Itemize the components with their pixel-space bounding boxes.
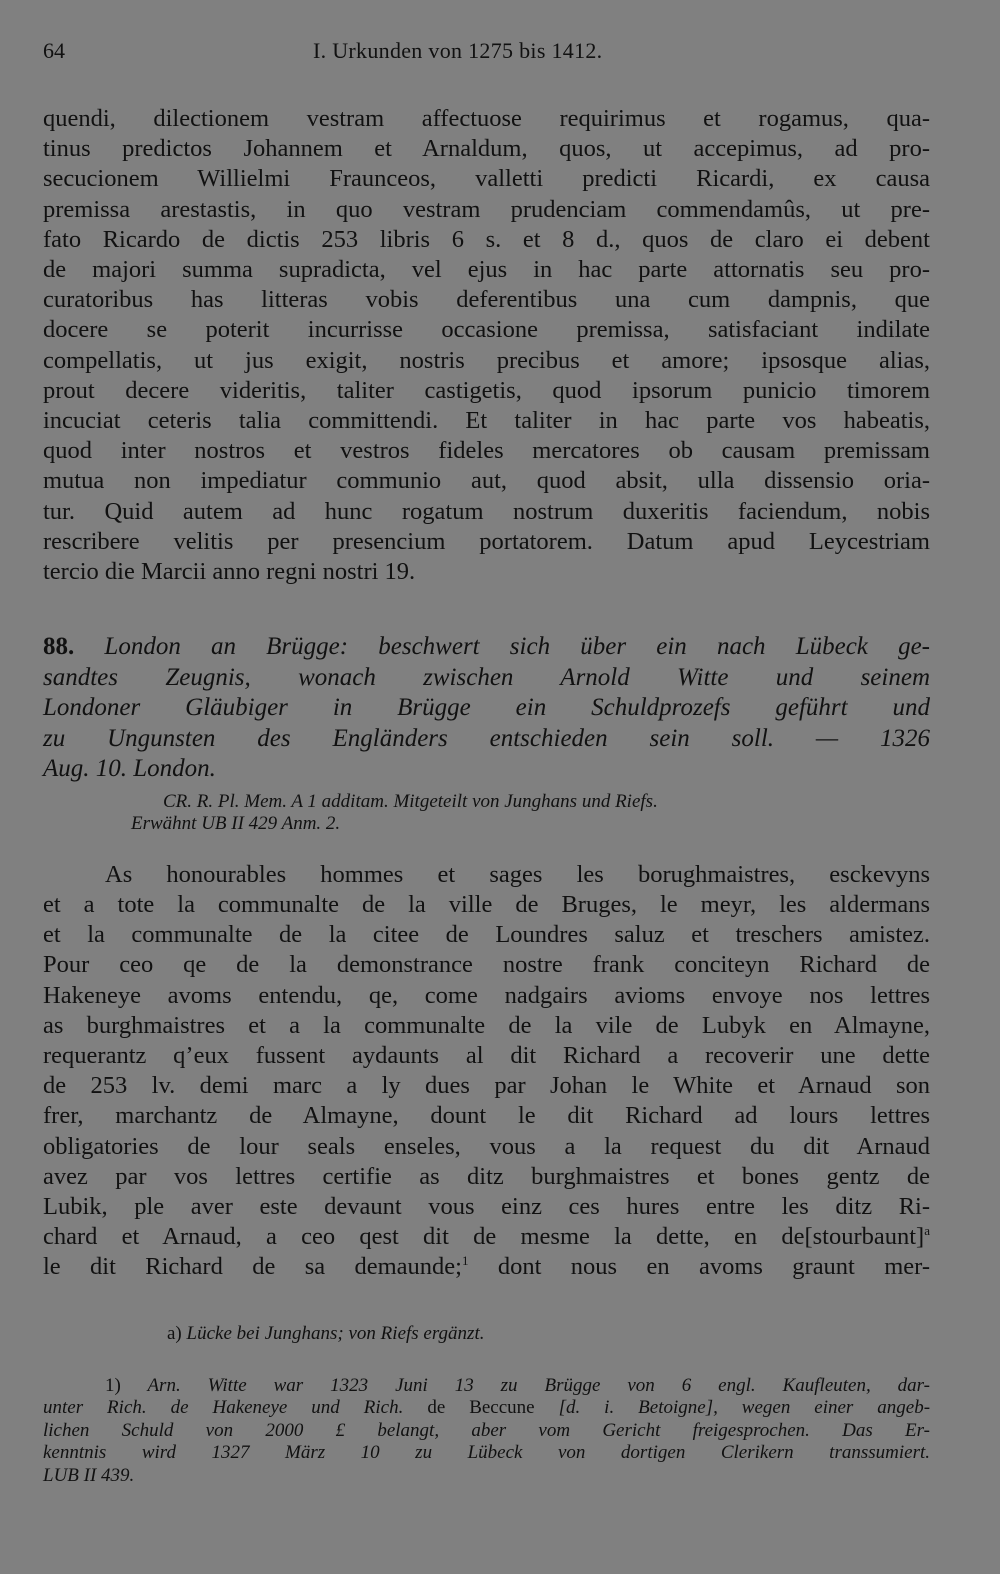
- text-line: et la communalte de la citee de Loundres saluz et treschers amistez.: [43, 921, 930, 949]
- footnote-line: lichen Schuld von 2000 £ belangt, aber vom Gericht freigesprochen. Das Er-: [43, 1419, 930, 1441]
- text-line: frer, marchantz de Almayne, dount le dit Richard ad lours lettres: [43, 1102, 930, 1130]
- document-number: 88.: [43, 633, 75, 661]
- footnote-line: kenntnis wird 1327 März 10 zu Lübeck von dortigen Clerikern transsumiert.: [43, 1442, 930, 1464]
- footnote-line: [43, 1397, 930, 1420]
- heading-line: Londoner Gläubiger in Brügge ein Schuldprozefs geführt und: [43, 694, 930, 722]
- heading-line: sandtes Zeugnis, wonach zwischen Arnold Witte und seinem: [43, 663, 930, 691]
- heading-line: zu Ungunsten des Engländers entschieden sein soll. — 1326: [43, 724, 930, 752]
- text-line: [43, 1252, 930, 1282]
- text-line: fato Ricardo de dictis 253 libris 6 s. et 8 d., quos de claro ei debent: [43, 225, 930, 253]
- text-line: de 253 lv. demi marc a ly dues par Johan le White et Arnaud son: [43, 1072, 930, 1100]
- text-line: secucionem Willielmi Fraunceos, valletti predicti Ricardi, ex causa: [43, 165, 930, 193]
- footnote-a: [43, 1323, 930, 1345]
- document-heading: [43, 632, 930, 785]
- text-line-part: le dit Richard de sa demaunde;: [43, 1253, 462, 1281]
- text-line: quod inter nostros et vestros fideles mercatores ob causam premissam: [43, 437, 930, 465]
- text-line: compellatis, ut jus exigit, nostris precibus et amore; ipsosque alias,: [43, 346, 930, 374]
- text-line: premissa arestastis, in quo vestram prudenciam commendamûs, ut pre-: [43, 195, 930, 223]
- footnote-text: [d. i. Betoigne], wegen einer angeb-: [558, 1397, 931, 1419]
- source-line: CR. R. Pl. Mem. A 1 additam. Mitgeteilt von Junghans und Riefs.: [163, 790, 658, 812]
- footnote-marker-1: 1: [461, 1253, 469, 1269]
- text-line: obligatories de lour seals enseles, vous a la request du dit Arnaud: [43, 1132, 930, 1160]
- footnote-label: a): [167, 1322, 182, 1344]
- text-line: incuciat ceteris talia committendi. Et taliter in hac parte vos habeatis,: [43, 407, 930, 435]
- text-line-part: dont nous en avoms graunt mer-: [497, 1253, 930, 1281]
- text-line-part: chard et Arnaud, a ceo qest dit de mesme la dette, en de[stourbaunt]: [43, 1223, 925, 1251]
- text-line: [43, 1222, 930, 1252]
- text-line: tercio die Marcii anno regni nostri 19.: [43, 558, 416, 586]
- text-line: Pour ceo qe de la demonstrance nostre frank conciteyn Richard de: [43, 951, 930, 979]
- footnote-1: [43, 1375, 930, 1488]
- text-line: avez par vos lettres certifie as ditz burghmaistres et bones gentz de: [43, 1162, 930, 1190]
- text-line: curatoribus has litteras vobis deferentibus una cum dampnis, que: [43, 286, 930, 314]
- running-title: I. Urkunden von 1275 bis 1412.: [313, 38, 603, 63]
- source-note: [43, 791, 930, 835]
- text-line: docere se poterit incurrisse occasione premissa, satisfaciant indilate: [43, 316, 930, 344]
- footnote-label: 1): [105, 1374, 121, 1396]
- text-line: Lubik, ple aver este devaunt vous einz ces hures entre les ditz Ri-: [43, 1192, 930, 1220]
- text-line: As honourables hommes et sages les borughmaistres, esckevyns: [105, 860, 930, 888]
- text-line: rescribere velitis per presencium portatorem. Datum apud Leycestriam: [43, 527, 930, 555]
- book-page: [43, 38, 930, 1487]
- text-line: as burghmaistres et a la communalte de la vile de Lubyk en Almayne,: [43, 1011, 930, 1039]
- letter-text: [43, 860, 930, 1283]
- footnote-line: LUB II 439.: [43, 1464, 135, 1486]
- footnote-text: Arn. Witte war 1323 Juni 13 zu Brügge von 6 engl. Kaufleuten, dar-: [147, 1374, 930, 1396]
- text-line: de majori summa supradicta, vel ejus in hac parte attornatis seu pro-: [43, 256, 930, 284]
- text-line: tur. Quid autem ad hunc rogatum nostrum duxeritis faciendum, nobis: [43, 497, 930, 525]
- footnote-text: Lücke bei Junghans; von Riefs ergänzt.: [186, 1322, 485, 1344]
- footnote-text: unter Rich. de Hakeneye und Rich.: [43, 1397, 404, 1419]
- text-line: mutua non impediatur communio aut, quod absit, ulla dissensio oria-: [43, 467, 930, 495]
- text-line: Hakeneye avoms entendu, qe, come nadgairs avioms envoye nos lettres: [43, 981, 930, 1009]
- text-line: requerantz q’eux fussent aydaunts al dit Richard a recoverir une dette: [43, 1041, 930, 1069]
- text-line: prout decere videritis, taliter castigetis, quod ipsorum punicio timorem: [43, 376, 930, 404]
- page-header: [43, 38, 930, 72]
- text-line: tinus predictos Johannem et Arnaldum, quos, ut accepimus, ad pro-: [43, 135, 930, 163]
- heading-line: Aug. 10. London.: [43, 755, 216, 783]
- footnote-line: [43, 1375, 930, 1398]
- source-line: Erwähnt UB II 429 Anm. 2.: [131, 812, 341, 834]
- footnote-text: de Beccune: [427, 1397, 535, 1419]
- text-line: et a tote la communalte de la ville de Bruges, le meyr, les aldermans: [43, 890, 930, 918]
- continued-latin-text: [43, 104, 930, 587]
- page-number: 64: [43, 38, 65, 63]
- footnote-marker-a: a: [924, 1223, 930, 1239]
- heading-line: London an Brügge: beschwert sich über ein nach Lübeck ge-: [104, 633, 930, 661]
- text-line: quendi, dilectionem vestram affectuose requirimus et rogamus, qua-: [43, 105, 930, 132]
